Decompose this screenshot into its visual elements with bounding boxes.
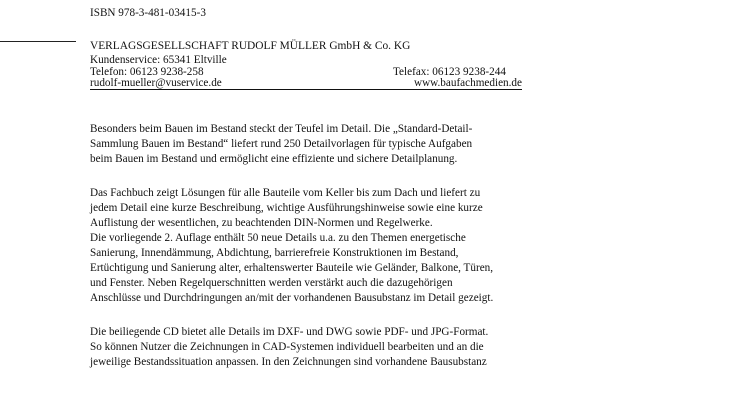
text-line: beim Bauen im Bestand und ermöglicht eine effiziente und sichere Detailplanung. [90,153,458,165]
text-line: Besonders beim Bauen im Bestand steckt der Teufel im Detail. Die „Standard-Detail- [90,123,473,135]
publisher-name: VERLAGSGESELLSCHAFT RUDOLF MÜLLER GmbH & Co. KG [90,40,411,52]
text-line: Sammlung Bauen im Bestand“ liefert rund 250 Detailvorlagen für typische Aufgaben [90,138,473,150]
text-line: Die vorliegende 2. Auflage enthält 50 neue Details u.a. zu den Themen energetische [90,232,466,244]
publisher-email-link[interactable]: rudolf-mueller@vuservice.de [90,77,222,89]
publisher-contact-row [90,78,522,90]
left-margin-rule [0,41,76,42]
publisher-service: Kundenservice: 65341 Eltville [90,54,227,66]
publisher-block [90,40,530,90]
text-line: Auflistung der wesentlichen, zu beachtenden DIN-Normen und Regelwerke. [90,217,433,229]
text-line: Die beiliegende CD bietet alle Details im DXF- und DWG sowie PDF- und JPG-Format. [90,326,489,338]
publisher-web-link[interactable]: www.baufachmedien.de [414,77,522,89]
isbn-line: ISBN 978-3-481-03415-3 [90,7,206,19]
description-text [90,122,570,370]
paragraph-intro [90,122,570,167]
text-line: Ertüchtigung und Sanierung alter, erhaltenswerter Bauteile wie Geländer, Balkone, Türen, [90,262,494,274]
text-line: jedem Detail eine kurze Beschreibung, wichtige Ausführungshinweise sowie eine kurze [90,202,483,214]
publisher-phone: Telefon: 06123 9238-258 [90,66,204,78]
text-line: Das Fachbuch zeigt Lösungen für alle Bauteile vom Keller bis zum Dach und liefert zu [90,187,481,199]
text-line: jeweilige Bestandssituation anpassen. In den Zeichnungen sind vorhandene Bausubstanz [90,356,487,368]
paragraph-cd [90,325,570,370]
text-line: und Fenster. Neben Regelquerschnitten werden verstärkt auch die dazugehörigen [90,277,453,289]
text-line: Sanierung, Innendämmung, Abdichtung, barrierefreie Konstruktionen im Bestand, [90,247,459,259]
text-line: So können Nutzer die Zeichnungen in CAD-Systemen individuell bearbeiten und an die [90,341,484,353]
text-line: Anschlüsse und Durchdringungen an/mit der vorhandenen Bausubstanz im Detail gezeigt. [90,292,494,304]
publisher-fax: Telefax: 06123 9238-244 [393,66,506,78]
paragraph-content [90,186,570,306]
